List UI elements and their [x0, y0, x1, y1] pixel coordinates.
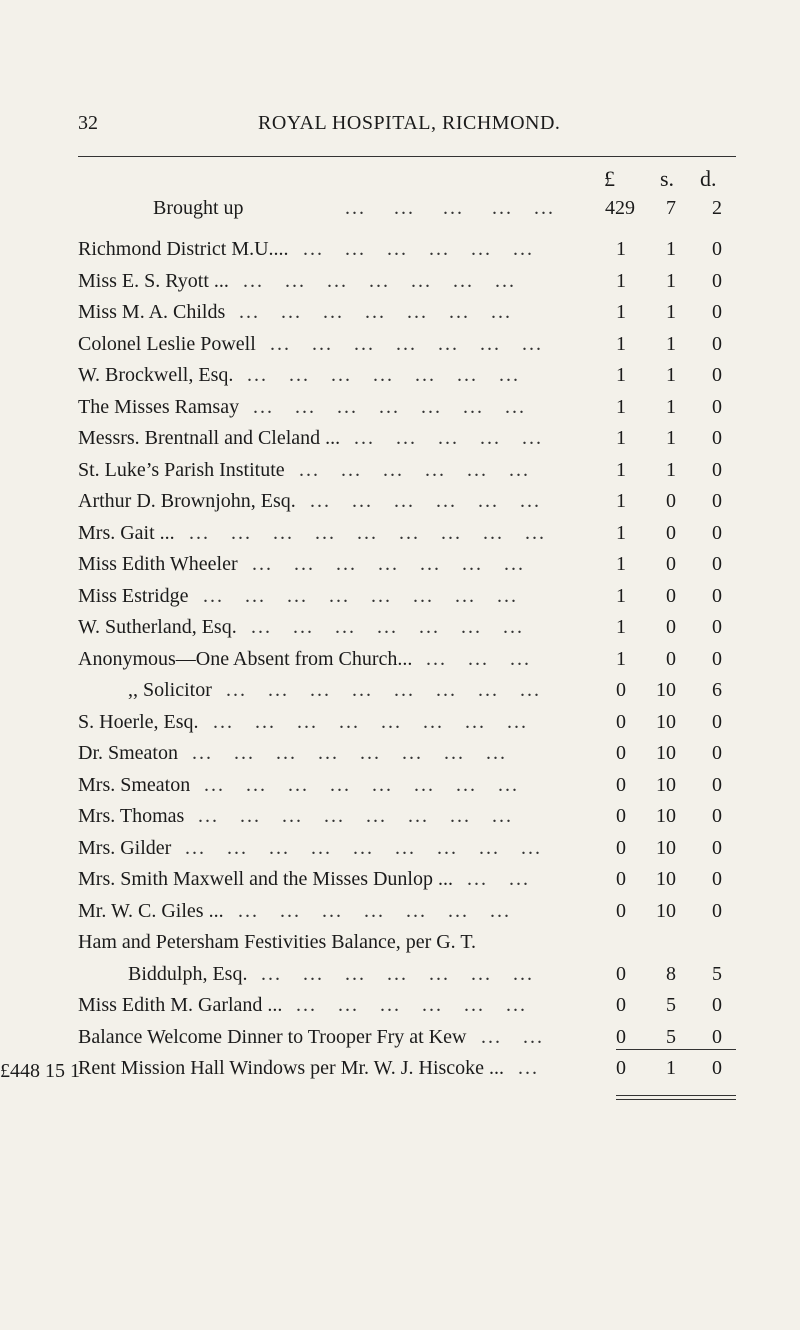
leader-dots: ... ... ...	[426, 647, 531, 670]
pounds-column-heading: £	[604, 166, 615, 191]
page-number: 32	[78, 112, 98, 134]
list-item	[0, 994, 800, 1020]
entry-pence: 5	[712, 962, 722, 985]
entry-shillings: 1	[666, 238, 676, 260]
leader-dots: ... ... ... ... ... ... ... ...	[226, 679, 541, 701]
entry-name: Mr. W. C. Giles ...	[78, 899, 224, 922]
entry-pounds: 1	[616, 395, 626, 418]
entry-shillings: 10	[656, 868, 676, 890]
list-item	[0, 490, 800, 516]
entry-shillings: 5	[666, 994, 676, 1016]
entry-shillings: 1	[666, 395, 676, 418]
leader-dots: ... ... ... ... ... ... ... ...	[204, 773, 519, 796]
list-item	[0, 931, 800, 957]
entry-pounds: 0	[616, 994, 626, 1016]
entry-pounds: 0	[616, 1025, 626, 1048]
entry-shillings: 5	[666, 1025, 676, 1048]
entry-pence: 0	[712, 647, 722, 670]
total-double-rule	[616, 1095, 736, 1096]
list-item	[0, 364, 800, 390]
entry-pounds: 0	[616, 962, 626, 985]
list-item	[0, 522, 800, 548]
list-item	[0, 333, 800, 359]
entry-shillings: 10	[656, 899, 676, 922]
entry-pence: 0	[712, 395, 722, 418]
pence-column-heading: d.	[700, 166, 717, 191]
entry-name: W. Sutherland, Esq.	[78, 616, 237, 638]
list-item	[0, 585, 800, 611]
leader-dots: ... ... ... ... ... ...	[310, 490, 541, 512]
entry-pounds: 0	[616, 868, 626, 890]
list-item	[0, 648, 800, 674]
leader-dots: ... ... ... ... ... ... ... ...	[192, 742, 507, 764]
entry-pounds: 1	[616, 364, 626, 386]
entry-name: Balance Welcome Dinner to Trooper Fry at Kew	[78, 1025, 467, 1048]
list-item	[0, 459, 800, 485]
entry-name: Arthur D. Brownjohn, Esq.	[78, 490, 296, 512]
entry-pence: 0	[712, 1057, 722, 1079]
entry-pounds: 1	[616, 458, 626, 481]
entry-pounds: 1	[616, 521, 626, 544]
list-item	[0, 711, 800, 737]
entry-shillings: 10	[656, 773, 676, 796]
entry-name: Mrs. Gilder	[78, 836, 172, 859]
entry-shillings: 1	[666, 269, 676, 292]
entry-shillings: 0	[666, 584, 676, 607]
page-header	[0, 112, 800, 138]
entry-pounds: 1	[616, 301, 626, 323]
entry-shillings: 10	[656, 836, 676, 859]
entry-pence: 0	[712, 238, 722, 260]
entry-pence: 0	[712, 773, 722, 796]
total-pounds: £448	[0, 1060, 40, 1082]
entry-pence: 0	[712, 868, 722, 890]
entry-pounds: 1	[616, 427, 626, 449]
leader-dots: ... ... ... ... ... ... ...	[239, 301, 512, 323]
list-item	[0, 742, 800, 768]
list-item	[0, 427, 800, 453]
entry-shillings: 10	[656, 679, 676, 701]
list-item	[0, 301, 800, 327]
entry-pounds: 0	[616, 805, 626, 827]
entry-name: Mrs. Thomas	[78, 805, 185, 827]
total-pence: 1	[70, 1060, 80, 1082]
entry-pounds: 1	[616, 269, 626, 292]
entry-name: St. Luke’s Parish Institute	[78, 458, 285, 481]
entry-shillings: 0	[666, 490, 676, 512]
entry-name: Ham and Petersham Festivities Balance, per G. T.	[78, 931, 477, 953]
entry-pence: 6	[712, 679, 722, 701]
entry-name: Colonel Leslie Powell	[78, 332, 256, 355]
brought-up-label: Brought up	[153, 197, 244, 219]
entry-pounds: 1	[616, 490, 626, 512]
entry-pence: 0	[712, 269, 722, 292]
entry-pounds: 1	[616, 584, 626, 607]
leader-dots: ... ... ... ... ...	[354, 427, 543, 449]
entry-name: Messrs. Brentnall and Cleland ...	[78, 427, 341, 449]
leader-dots: ... ... ... ... ... ... ...	[270, 332, 543, 355]
entry-pounds: 0	[616, 1057, 626, 1079]
entry-name: Dr. Smeaton	[78, 742, 178, 764]
entry-pence: 0	[712, 742, 722, 764]
entry-name: ,, Solicitor	[128, 679, 212, 701]
total-row	[0, 1060, 800, 1086]
brought-up-row	[0, 197, 800, 223]
header-rule	[78, 156, 736, 157]
leader-dots: ... ... ... ... ... ... ... ...	[213, 710, 528, 733]
entry-name: W. Brockwell, Esq.	[78, 364, 234, 386]
shillings-column-heading: s.	[660, 166, 675, 191]
list-item	[0, 238, 800, 264]
entry-pence: 0	[712, 616, 722, 638]
entry-pence: 0	[712, 994, 722, 1016]
entry-pence: 0	[712, 584, 722, 607]
list-item	[0, 1026, 800, 1052]
entry-name: Miss M. A. Childs	[78, 301, 226, 323]
entry-shillings: 0	[666, 553, 676, 575]
entry-name: The Misses Ramsay	[78, 395, 240, 418]
entry-pence: 0	[712, 836, 722, 859]
entry-shillings: 0	[666, 616, 676, 638]
brought-up-pounds: 429	[605, 197, 635, 219]
entry-shillings: 1	[666, 301, 676, 323]
entry-pence: 0	[712, 553, 722, 575]
leader-dots: ... ... ... ... ... ... ... ...	[203, 584, 518, 607]
leader-dots: ... ... ... ... ...	[345, 197, 555, 219]
entry-pounds: 0	[616, 710, 626, 733]
entry-name: Miss Edith M. Garland ...	[78, 994, 283, 1016]
entry-shillings: 1	[666, 458, 676, 481]
leader-dots: ... ... ... ... ... ... ...	[243, 269, 516, 292]
entry-pence: 0	[712, 521, 722, 544]
entry-name: Mrs. Smith Maxwell and the Misses Dunlop ...	[78, 868, 453, 890]
list-item	[0, 270, 800, 296]
entry-shillings: 1	[666, 427, 676, 449]
list-item	[0, 774, 800, 800]
entry-shillings: 10	[656, 805, 676, 827]
leader-dots: ... ... ... ... ... ...	[299, 458, 530, 481]
entry-pounds: 1	[616, 647, 626, 670]
list-item	[0, 868, 800, 894]
leader-dots: ... ... ... ... ... ... ...	[251, 616, 524, 638]
leader-dots: ... ... ... ... ... ... ...	[252, 553, 525, 575]
entry-pounds: 0	[616, 773, 626, 796]
list-item	[0, 396, 800, 422]
entry-name: Mrs. Gait ...	[78, 521, 175, 544]
list-item	[0, 963, 800, 989]
leader-dots: ... ... ... ... ... ... ... ...	[198, 805, 513, 827]
entry-shillings: 1	[666, 364, 676, 386]
leader-dots: ... ... ... ... ... ... ... ... ...	[185, 836, 542, 859]
leader-dots: ... ...	[467, 868, 530, 890]
entry-pounds: 1	[616, 616, 626, 638]
total-double-rule	[616, 1099, 736, 1100]
entry-pence: 0	[712, 427, 722, 449]
entry-shillings: 1	[666, 1057, 676, 1079]
leader-dots: ... ... ... ... ... ... ... ... ...	[189, 521, 546, 544]
entry-name: Anonymous—One Absent from Church...	[78, 647, 413, 670]
entry-name: Mrs. Smeaton	[78, 773, 191, 796]
brought-up-pence: 2	[712, 197, 722, 219]
entry-pence: 0	[712, 1025, 722, 1048]
list-item	[0, 900, 800, 926]
entry-pounds: 0	[616, 742, 626, 764]
entry-pence: 0	[712, 899, 722, 922]
entry-shillings: 0	[666, 647, 676, 670]
entry-shillings: 1	[666, 332, 676, 355]
entry-name: Biddulph, Esq.	[128, 962, 248, 985]
leader-dots: ... ...	[481, 1025, 544, 1048]
entry-shillings: 0	[666, 521, 676, 544]
brought-up-shillings: 7	[666, 197, 676, 219]
leader-dots: ... ... ... ... ... ... ...	[238, 899, 511, 922]
entry-name: Miss Estridge	[78, 584, 189, 607]
entry-pounds: 0	[616, 679, 626, 701]
entry-pounds: 1	[616, 238, 626, 260]
entry-pence: 0	[712, 364, 722, 386]
running-title: ROYAL HOSPITAL, RICHMOND.	[258, 112, 561, 134]
entry-pounds: 1	[616, 332, 626, 355]
entry-name: Rent Mission Hall Windows per Mr. W. J. Hiscoke ...	[78, 1057, 505, 1079]
entry-name: Miss Edith Wheeler	[78, 553, 238, 575]
entry-pence: 0	[712, 332, 722, 355]
total-shillings: 15	[45, 1060, 65, 1082]
list-item	[0, 837, 800, 863]
entry-pence: 0	[712, 710, 722, 733]
entry-pence: 0	[712, 458, 722, 481]
leader-dots: ... ... ... ... ... ... ...	[261, 962, 534, 985]
entry-pounds: 1	[616, 553, 626, 575]
entry-name: Richmond District M.U....	[78, 238, 289, 260]
entry-pence: 0	[712, 301, 722, 323]
entry-pounds: 0	[616, 899, 626, 922]
entry-shillings: 10	[656, 742, 676, 764]
entry-shillings: 10	[656, 710, 676, 733]
list-item	[0, 679, 800, 705]
leader-dots: ... ... ... ... ... ... ...	[247, 364, 520, 386]
entry-pence: 0	[712, 490, 722, 512]
list-item	[0, 805, 800, 831]
leader-dots: ... ... ... ... ... ...	[296, 994, 527, 1016]
entry-pence: 0	[712, 805, 722, 827]
leader-dots: ... ... ... ... ... ... ...	[253, 395, 526, 418]
entry-name: S. Hoerle, Esq.	[78, 710, 199, 733]
leader-dots: ... ... ... ... ... ...	[303, 238, 534, 260]
entry-shillings: 8	[666, 962, 676, 985]
entry-pounds: 0	[616, 836, 626, 859]
leader-dots: ...	[518, 1057, 539, 1079]
total-rule	[616, 1049, 736, 1050]
list-item	[0, 553, 800, 579]
list-item	[0, 616, 800, 642]
entry-name: Miss E. S. Ryott ...	[78, 269, 229, 292]
